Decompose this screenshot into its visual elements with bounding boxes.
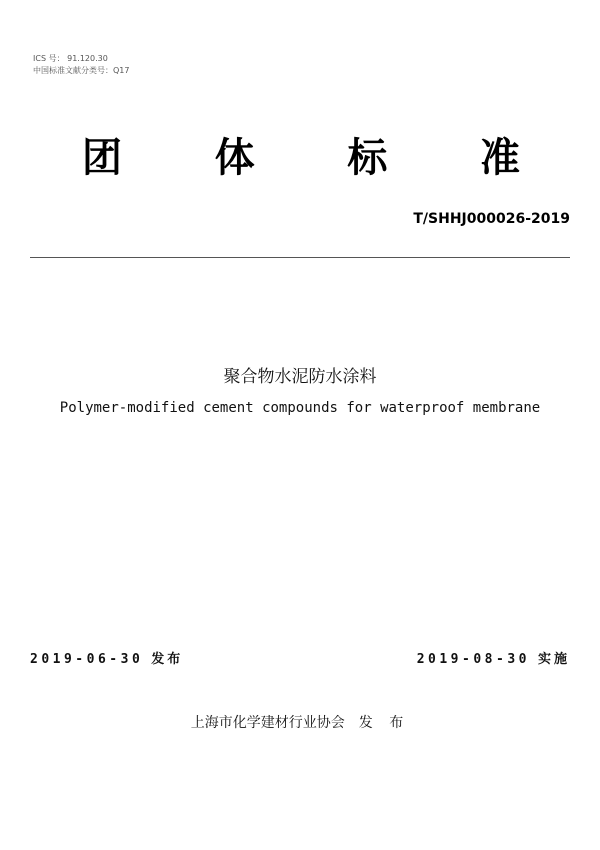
- ics-code: ICS 号： 91.120.30: [33, 54, 108, 63]
- title-char-2: 体: [214, 135, 255, 181]
- title-char-4: 准: [479, 135, 520, 181]
- publish-label: 发布: [151, 652, 184, 667]
- publisher-line: [0, 713, 600, 733]
- standard-number: T/SHHJ000026-2019: [413, 211, 570, 227]
- implement-date: 2019-08-30: [416, 652, 530, 667]
- header-divider: [30, 257, 570, 258]
- implement-label: 实施: [537, 652, 570, 667]
- title-char-1: 团: [82, 135, 122, 181]
- publish-date: 2019-06-30: [30, 652, 144, 667]
- publisher-label: 发 布: [358, 715, 410, 731]
- document-title-en: Polymer-modified cement compounds for waterproof membrane: [59, 400, 541, 416]
- classification-block: [33, 53, 129, 77]
- implement-date-group: [417, 650, 570, 670]
- publisher-name: 上海市化学建材行业协会: [190, 715, 345, 731]
- publish-date-group: [30, 650, 183, 670]
- document-title-zh: 聚合物水泥防水涂料: [223, 367, 377, 387]
- date-row: [30, 650, 570, 670]
- ccs-code: 中国标准文献分类号：Q17: [33, 66, 130, 75]
- title-char-3: 标: [347, 135, 388, 181]
- standard-type-title: [76, 132, 526, 184]
